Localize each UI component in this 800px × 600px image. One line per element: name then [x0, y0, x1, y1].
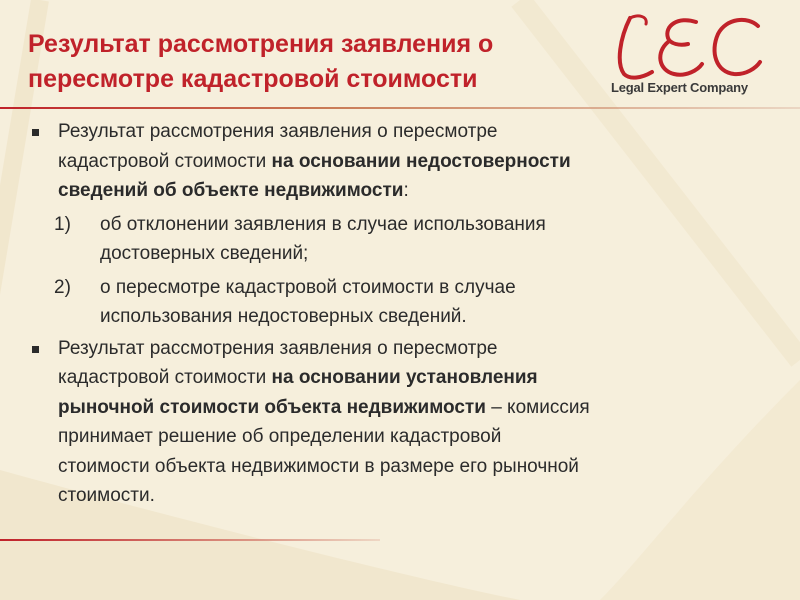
text-bold: рыночной стоимости объекта недвижимости [58, 396, 486, 418]
bullet-text-line [58, 393, 792, 423]
bullet-text-line: стоимости. [58, 485, 155, 506]
slide-body [32, 117, 792, 511]
title-line-1: Результат рассмотрения заявления о [28, 30, 494, 58]
numbered-item [32, 210, 792, 269]
bullet-text-line: принимает решение об определении кадастровой [58, 426, 502, 447]
title-line-2: пересмотре кадастровой стоимости [28, 65, 478, 93]
text-bold: на основании недостоверности [271, 150, 571, 172]
bullet-text-line [58, 176, 792, 206]
text-bold: сведений об объекте недвижимости [58, 180, 404, 201]
item-text-line: об отклонении заявления в случае использования [100, 213, 546, 235]
item-number: 1) [54, 213, 71, 235]
company-name: Legal Expert Company [611, 80, 748, 95]
bullet-square-icon [32, 129, 39, 136]
text-plain: : [403, 180, 409, 201]
item-number: 2) [54, 276, 71, 298]
bullet-text-line: Результат рассмотрения заявления о пересмотре [58, 337, 498, 359]
text-plain: – комиссия [485, 396, 590, 418]
item-text-line: о пересмотре кадастровой стоимости в случае [100, 276, 516, 298]
title-divider [0, 107, 800, 109]
bullet-text-line: стоимости объекта недвижимости в размере его рыночной [58, 455, 579, 477]
bullet-square-icon [32, 346, 39, 353]
item-text-line: использования недостоверных сведений. [100, 306, 467, 327]
bullet-item [32, 117, 792, 206]
text-plain: кадастровой стоимости [58, 150, 272, 172]
bullet-text-line [58, 363, 792, 393]
bullet-text-line: Результат рассмотрения заявления о пересмотре [58, 121, 498, 142]
text-bold: на основании установления [271, 367, 538, 388]
bullet-text-line [58, 147, 792, 177]
page-title [28, 27, 608, 97]
company-logo [608, 8, 778, 98]
numbered-item [32, 273, 792, 332]
footer-divider [0, 539, 380, 541]
text-plain: кадастровой стоимости [58, 367, 272, 388]
bullet-item [32, 334, 792, 511]
item-text-line: достоверных сведений; [100, 243, 309, 264]
